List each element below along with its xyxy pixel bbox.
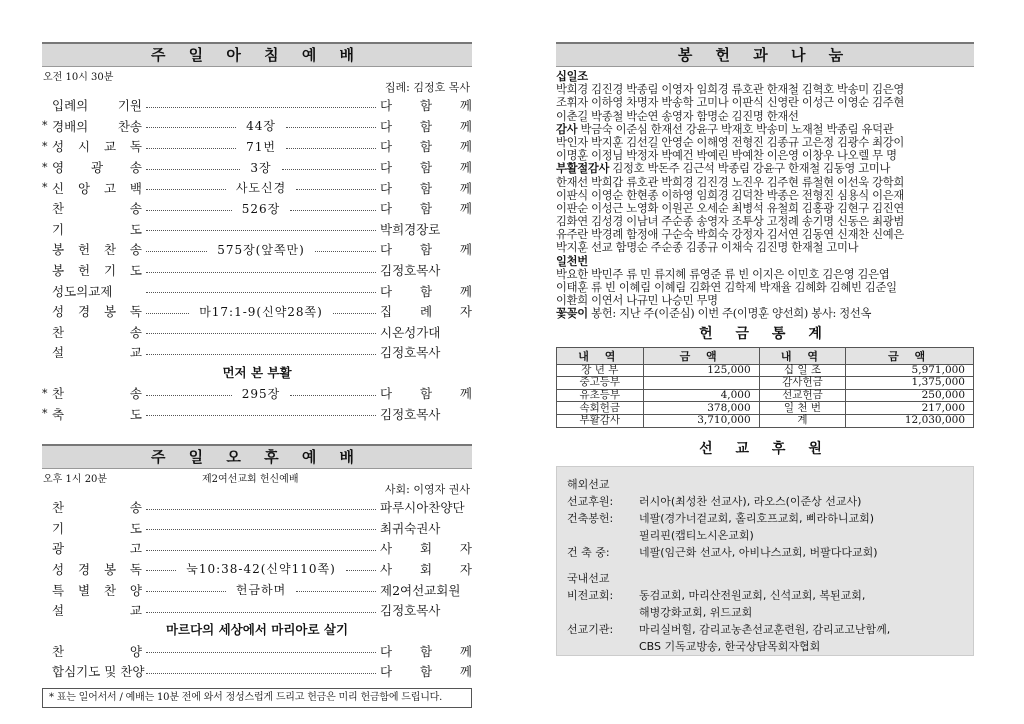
order-label: 찬 송: [52, 386, 142, 402]
order-row: [42, 301, 472, 322]
afternoon-presider: 사회: 이영자 권사: [384, 482, 470, 496]
stats-amount: 250,000: [846, 389, 974, 402]
order-leader: 다 함 께: [380, 139, 472, 155]
order-row: [42, 157, 472, 178]
offering-line: [556, 176, 974, 189]
mission-item: [567, 510, 963, 527]
afternoon-meta: [42, 469, 472, 483]
mission-value: 해병강화교회, 위드교회: [639, 605, 753, 619]
stand-mark: *: [42, 160, 48, 174]
stats-amount: 5,971,000: [846, 364, 974, 377]
stats-item: 계: [759, 414, 846, 427]
offering-line: [556, 241, 974, 254]
stand-mark: *: [42, 119, 48, 133]
offering-line: [556, 281, 974, 294]
offering-names: 박인자 박지훈 김선길 안영순 이해영 전형진 김종규 고은정 김광수 최강이: [556, 135, 905, 149]
order-label: 신 앙 고 백: [52, 180, 142, 196]
offering-names: 박희경 김진경 박종림 이영자 임희경 류호관 한재철 김혁호 박송미 김은영: [556, 83, 905, 97]
afternoon-time: 오후 1시 20분: [43, 473, 108, 485]
leader-dots: [290, 210, 376, 211]
offering-names: 이태훈 류 빈 이혜림 이혜림 김화연 김학제 박재율 김혜화 김혜빈 김준일: [556, 281, 897, 294]
leader-dots: [146, 148, 236, 149]
order-row: [42, 518, 472, 539]
order-label: 축 도: [52, 406, 142, 422]
order-row: [42, 403, 472, 424]
leader-dots: [146, 292, 376, 293]
offering-category: 부활절감사: [556, 162, 610, 176]
order-label: 광 고: [52, 541, 142, 557]
leader-dots: [282, 169, 376, 170]
afternoon-subtitle: 제2여선교회 헌신예배: [202, 473, 299, 485]
leader-dots: [146, 210, 232, 211]
order-row: [42, 559, 472, 580]
mission-item: [567, 527, 963, 544]
leader-dots: [286, 127, 376, 128]
order-row: [42, 260, 472, 281]
offering-names: 유주란 박경례 함정애 구순숙 박희숙 강정자 김서연 김동연 신재찬 신예은: [556, 228, 905, 242]
order-label: 특 별 찬 양: [52, 582, 142, 598]
order-row: [42, 177, 472, 198]
order-leader: 집 례 자: [380, 304, 473, 320]
order-label: 찬 송: [52, 324, 142, 340]
order-row: [42, 579, 472, 600]
offering-names: 조휘자 이하영 차명자 박송학 고미나 이판식 신영란 이성근 이영순 김주현: [556, 96, 905, 110]
leader-dots: [146, 612, 376, 613]
order-label: 봉 헌 기 도: [52, 263, 142, 279]
offering-line: [556, 162, 974, 175]
offering-stats-table: [556, 347, 974, 428]
order-detail: 사도신경: [230, 179, 292, 196]
leader-dots: [146, 354, 376, 355]
order-leader: 다 함 께: [380, 283, 472, 299]
stats-amount: 3,710,000: [643, 414, 759, 427]
offering-names: 이판순 이성근 노영화 이원곤 오세순 최병석 유철희 김홍광 김현구 김진연: [556, 201, 905, 215]
mission-item: [567, 621, 963, 638]
order-detail: 575장(앞쪽만): [211, 241, 311, 258]
order-leader: 시온성가대: [380, 324, 441, 340]
stats-header: 금 액: [643, 347, 759, 364]
order-row: [42, 116, 472, 137]
stats-row: [557, 364, 974, 377]
order-row: [42, 640, 472, 661]
order-detail: 295장: [236, 385, 287, 402]
mission-value: 동검교회, 마리산전원교회, 신석교회, 복된교회,: [639, 588, 866, 602]
offering-line: [556, 215, 974, 228]
stand-mark: *: [42, 181, 48, 195]
order-label: 성 경 봉 독: [52, 561, 142, 577]
order-detail: 헌금하며: [230, 581, 292, 598]
order-leader: 김정호목사: [380, 263, 441, 279]
stand-mark: *: [42, 386, 48, 400]
stats-amount: 12,030,000: [846, 414, 974, 427]
order-row: [42, 219, 472, 240]
order-leader: 다 함 께: [380, 160, 473, 176]
order-leader: 최귀숙권사: [380, 520, 441, 536]
stats-item: 속회헌금: [557, 402, 644, 415]
leader-dots: [333, 313, 376, 314]
stats-item: 선교헌금: [759, 389, 846, 402]
order-label: 설 교: [52, 345, 142, 361]
stats-item: 십 일 조: [759, 364, 846, 377]
offering-line: [556, 202, 974, 215]
offering-line: [556, 294, 974, 307]
leader-dots: [296, 591, 376, 592]
order-row: [42, 198, 472, 219]
afternoon-closing-order: [42, 640, 472, 681]
leader-dots: [146, 127, 236, 128]
mission-item: [567, 604, 963, 621]
leader-dots: [146, 107, 376, 108]
order-leader: 다 함 께: [380, 386, 472, 402]
leader-dots: [146, 313, 189, 314]
leader-dots: [146, 415, 376, 416]
leader-dots: [286, 148, 376, 149]
right-column: [556, 42, 974, 656]
offering-names: 김정호 박돈주 김근석 박종림 강윤구 한재철 김동영 고미나: [612, 162, 891, 176]
afternoon-order: [42, 497, 472, 621]
mission-item: [567, 544, 963, 561]
stats-row: [557, 389, 974, 402]
stats-item: 중고등부: [557, 377, 644, 390]
order-leader: 사 회 자: [380, 561, 473, 577]
order-leader: 김정호목사: [380, 345, 441, 361]
order-leader: 김정호목사: [380, 406, 441, 422]
offering-category: 꽃꽂이: [556, 307, 588, 321]
stats-item: 일 천 번: [759, 402, 846, 415]
stats-amount: [643, 377, 759, 390]
stats-amount: 1,375,000: [846, 377, 974, 390]
order-leader: 다 함 께: [380, 201, 472, 217]
offering-names: 김화연 김성경 이남녀 주순종 송영자 조투상 고정례 송기명 신동은 최광범: [556, 215, 905, 229]
mission-key: 선교기관:: [567, 622, 614, 636]
order-detail: 526장: [236, 200, 287, 217]
stand-mark: *: [42, 139, 48, 153]
leader-dots: [346, 570, 376, 571]
order-row: [42, 322, 472, 343]
morning-time: 오전 10시 30분: [43, 72, 114, 83]
offering-line: [556, 189, 974, 202]
stats-title: 헌 금 통 계: [699, 325, 831, 342]
stats-header: 금 액: [846, 347, 974, 364]
stats-header: 내 역: [557, 347, 644, 364]
order-label: 성 경 봉 독: [52, 304, 142, 320]
order-label: 성 시 교 독: [52, 139, 142, 155]
offering-category: 십일조: [556, 70, 588, 83]
order-row: [42, 136, 472, 157]
order-row: [42, 497, 472, 518]
order-label: 영 광 송: [52, 160, 142, 176]
order-row: [42, 538, 472, 559]
offering-line: [556, 268, 974, 281]
afternoon-sermon-title: 마르다의 세상에서 마리아로 살기: [165, 622, 349, 638]
mission-item: [567, 638, 963, 655]
stats-amount: 4,000: [643, 389, 759, 402]
offering-names: 이춘길 박종철 박순연 송영자 함명순 김진명 한재선: [556, 109, 799, 123]
morning-closing-order: [42, 383, 472, 424]
order-leader: 다 함 께: [380, 98, 472, 114]
order-leader: 박희경장로: [380, 221, 441, 237]
offering-names: 박지훈 선교 함명순 주순종 김종규 이채숙 김진명 한재철 고미나: [556, 241, 859, 255]
leader-dots: [146, 570, 176, 571]
mission-value: 네팔(경가너겉교회, 홀리호프교회, 삐라하니교회): [639, 511, 875, 525]
mission-support-box: [556, 466, 974, 656]
leader-dots: [146, 509, 376, 510]
stats-header: 내 역: [759, 347, 846, 364]
stats-amount: 217,000: [846, 402, 974, 415]
mission-title: 선 교 후 원: [699, 440, 831, 457]
stats-row: [557, 377, 974, 390]
order-label: 기 도: [52, 221, 142, 237]
offering-names: 이환희 이연서 나규민 나승민 무명: [556, 294, 718, 308]
order-label: 합심기도 및 찬양: [52, 664, 145, 680]
stats-item: 감사헌금: [759, 377, 846, 390]
stats-amount: 378,000: [643, 402, 759, 415]
morning-presider: 집례: 김정호 목사: [384, 81, 470, 94]
mission-value: 마리실버힐, 감리교농촌선교훈련원, 감리교고난함께,: [639, 622, 891, 636]
morning-order: [42, 95, 472, 363]
order-detail: 마17:1-9(신약28쪽): [193, 303, 329, 320]
leader-dots: [146, 169, 240, 170]
stats-row: [557, 414, 974, 427]
order-leader: 파루시아찬양단: [380, 500, 465, 516]
order-label: 봉 헌 찬 송: [52, 242, 142, 258]
offering-category: 일천번: [556, 254, 588, 268]
order-row: [42, 95, 472, 116]
order-detail: 3장: [244, 159, 277, 176]
order-row: [42, 342, 472, 363]
bulletin-note: * 표는 일어서서 / 예배는 10분 전에 와서 정성스럽게 드리고 헌금은 미리 헌금함에 드립니다.: [42, 688, 472, 708]
leader-dots: [315, 251, 376, 252]
leader-dots: [296, 189, 376, 190]
offering-category: 감사: [556, 122, 578, 136]
overseas-list: [567, 493, 963, 561]
offering-list: [556, 70, 974, 321]
afternoon-worship-title: 주 일 오 후 예 배: [42, 444, 472, 469]
leader-dots: [146, 189, 226, 190]
order-label: 경배의 찬송: [52, 118, 142, 134]
mission-key: [567, 527, 639, 544]
mission-item: [567, 587, 963, 604]
leader-dots: [146, 529, 376, 530]
order-leader: 다 함 께: [380, 180, 472, 196]
leader-dots: [146, 652, 376, 653]
stats-item: 유초등부: [557, 389, 644, 402]
order-leader: 다 함 께: [380, 118, 472, 134]
overseas-heading: 해외선교: [567, 477, 610, 491]
mission-key: [567, 604, 639, 621]
order-leader: 다 함 께: [380, 242, 473, 258]
offering-line: [556, 70, 974, 83]
mission-key: 건축봉헌:: [567, 511, 614, 525]
offering-names: 박금숙 이준심 한재선 강윤구 박재호 박송미 노재철 박종림 유덕관: [580, 122, 894, 136]
order-row: [42, 661, 472, 682]
order-detail: 44장: [240, 117, 282, 134]
offering-line: [556, 149, 974, 162]
order-label: 기 도: [52, 520, 142, 536]
offering-line: [556, 83, 974, 96]
order-leader: 제2여선교회원: [380, 582, 461, 598]
mission-key: [567, 638, 639, 655]
order-leader: 사 회 자: [380, 541, 472, 557]
order-label: 찬 송: [52, 500, 142, 516]
order-label: 설 교: [52, 603, 142, 619]
leader-dots: [146, 673, 376, 674]
offering-line: [556, 307, 974, 320]
order-leader: 다 함 께: [380, 643, 472, 659]
offering-names: 박요한 박민주 류 민 류지혜 류영준 류 빈 이지은 이민호 김은영 김은엽: [556, 267, 890, 281]
offerings-title: 봉 헌 과 나 눔: [556, 42, 974, 67]
leader-dots: [146, 550, 376, 551]
offering-line: [556, 96, 974, 109]
leader-dots: [146, 230, 376, 231]
leader-dots: [290, 395, 376, 396]
morning-sermon-title: 먼저 본 부활: [222, 364, 292, 380]
offering-line: [556, 123, 974, 136]
order-leader: 다 함 께: [380, 664, 472, 680]
stand-mark: *: [42, 407, 48, 421]
offering-line: [556, 228, 974, 241]
stats-item: 장 년 부: [557, 364, 644, 377]
leader-dots: [146, 395, 232, 396]
mission-item: [567, 493, 963, 510]
order-row: [42, 383, 472, 404]
domestic-list: [567, 587, 963, 655]
domestic-heading: 국내선교: [567, 571, 610, 585]
offering-names: 한재선 박희갑 류호관 박희경 김진경 노진우 김주현 류철현 이선욱 강학희: [556, 175, 905, 189]
offering-line: [556, 110, 974, 123]
offering-names: 봉헌: 지난 주(이준심) 이번 주(이명훈 양선희) 봉사: 정선옥: [591, 307, 872, 321]
leader-dots: [146, 591, 226, 592]
mission-key: 건 축 중:: [567, 545, 610, 559]
mission-value: 네팔(임근화 선교사, 아비나스교회, 버팔다다교회): [639, 545, 878, 559]
order-detail: 71번: [240, 138, 282, 155]
order-label: 찬 송: [52, 201, 142, 217]
mission-value: 필리핀(캡티노시온교회): [639, 528, 754, 542]
order-leader: 김정호목사: [380, 603, 441, 619]
mission-key: 선교후원:: [567, 494, 614, 508]
mission-value: 러시아(최성찬 선교사), 라오스(이준상 선교사): [639, 494, 862, 508]
order-label: 입례의 기원: [52, 98, 142, 114]
leader-dots: [146, 251, 207, 252]
morning-meta: [42, 67, 472, 81]
offering-names: 이명훈 이정님 박정자 박예건 박예린 박예찬 이은영 이창우 나오렐 무 명: [556, 149, 897, 163]
leader-dots: [146, 333, 376, 334]
offering-line: [556, 255, 974, 268]
stats-row: [557, 402, 974, 415]
stats-item: 부활감사: [557, 414, 644, 427]
morning-worship-title: 주 일 아 침 예 배: [42, 42, 472, 67]
offering-line: [556, 136, 974, 149]
order-row: [42, 600, 472, 621]
order-label: 찬 양: [52, 643, 142, 659]
order-label: 성도의교제: [52, 283, 113, 299]
leader-dots: [146, 272, 376, 273]
order-row: [42, 239, 472, 260]
order-detail: 눅10:38-42(신약110쪽): [180, 560, 342, 577]
mission-key: 비전교회:: [567, 588, 614, 602]
left-column: [42, 42, 472, 708]
order-row: [42, 280, 472, 301]
mission-value: CBS 기독교방송, 한국상담목회자협회: [639, 639, 821, 653]
stats-amount: 125,000: [643, 364, 759, 377]
offering-names: 이판식 이영순 한현종 이하영 임희경 김덕찬 박종은 전형진 심용식 이은재: [556, 188, 905, 202]
